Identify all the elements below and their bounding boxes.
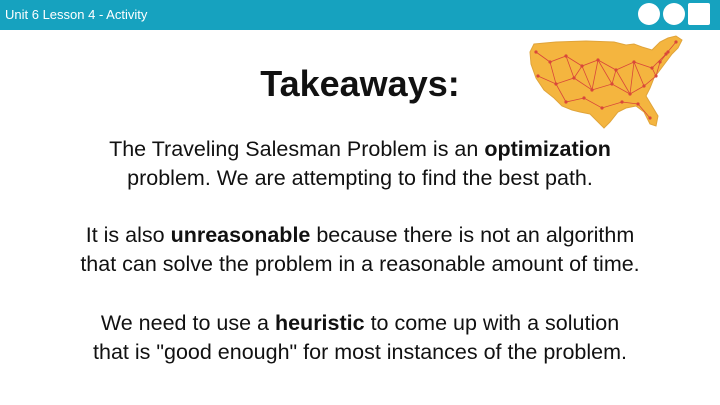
code-org-logo-icon bbox=[638, 3, 710, 25]
text-segment: It is also bbox=[85, 223, 171, 247]
paragraph-heuristic bbox=[0, 309, 720, 367]
keyword-unreasonable: unreasonable bbox=[170, 223, 311, 247]
paragraph-line: that can solve the problem in a reasonable amount of time. bbox=[80, 252, 640, 276]
logo-square-icon bbox=[688, 3, 710, 25]
text-segment: because there is not an algorithm bbox=[310, 223, 635, 247]
paragraph-line bbox=[0, 309, 720, 338]
paragraph-optimization bbox=[0, 135, 720, 193]
text-segment: We need to use a bbox=[100, 311, 275, 335]
keyword-optimization: optimization bbox=[484, 137, 611, 161]
text-segment: The Traveling Salesman Problem is an bbox=[109, 137, 485, 161]
keyword-heuristic: heuristic bbox=[274, 311, 365, 335]
paragraph-line bbox=[0, 221, 720, 250]
lesson-title: Unit 6 Lesson 4 - Activity bbox=[5, 7, 148, 22]
logo-circle-icon bbox=[638, 3, 660, 25]
paragraph-line: problem. We are attempting to find the best path. bbox=[127, 166, 593, 190]
header-bar bbox=[0, 0, 720, 30]
paragraph-unreasonable bbox=[0, 221, 720, 279]
logo-circle-icon bbox=[663, 3, 685, 25]
paragraph-line bbox=[0, 135, 720, 164]
slide-title: Takeaways: bbox=[260, 63, 460, 104]
text-segment: to come up with a solution bbox=[364, 311, 620, 335]
paragraph-line: that is "good enough" for most instances of the problem. bbox=[93, 340, 627, 364]
